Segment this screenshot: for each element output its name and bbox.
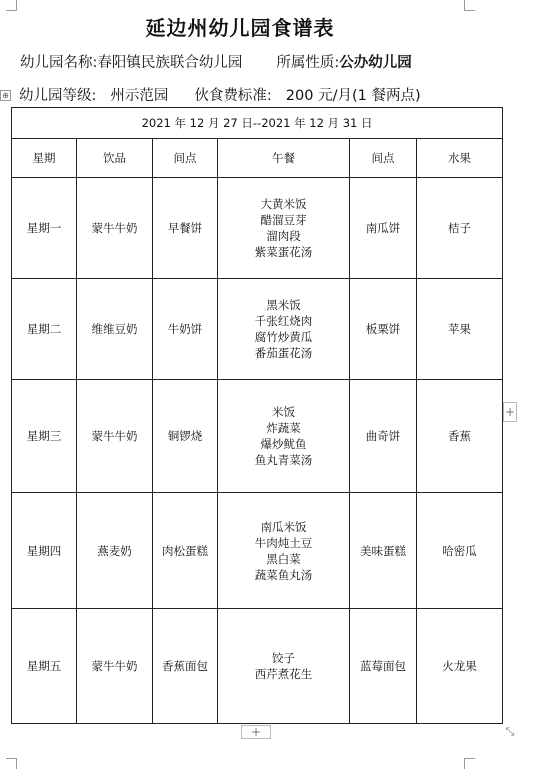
header-cell[interactable]: 午餐 — [218, 139, 350, 178]
fruit-cell[interactable]: 香蕉 — [417, 380, 503, 493]
page-corner-mark-top-right — [464, 0, 475, 11]
nature-label: 所属性质: — [276, 55, 340, 71]
fee-label: 伙食费标准: — [194, 88, 272, 104]
lunch-item: 溜肉段 — [266, 229, 301, 243]
drink-cell[interactable]: 维维豆奶 — [77, 279, 153, 380]
page-corner-mark-bottom-right — [464, 758, 475, 769]
lunch-cell[interactable] — [218, 178, 350, 279]
snack-cell[interactable]: 肉松蛋糕 — [153, 493, 218, 609]
lunch-item: 爆炒鱿鱼 — [260, 437, 307, 451]
fruit-cell[interactable]: 哈密瓜 — [417, 493, 503, 609]
table-row — [12, 279, 503, 380]
lunch-item: 番茄蛋花汤 — [254, 346, 313, 360]
date-range-cell[interactable]: 2021 年 12 月 27 日--2021 年 12 月 31 日 — [12, 108, 503, 139]
grade-value: 州示范园 — [110, 88, 169, 104]
lunch-cell[interactable] — [218, 493, 350, 609]
lunch-item: 饺子 — [272, 651, 295, 665]
lunch-item: 炸蔬菜 — [266, 421, 301, 435]
day-cell[interactable]: 星期二 — [12, 279, 77, 380]
page-corner-mark-top-left — [6, 0, 17, 11]
page-corner-mark-bottom-left — [6, 758, 17, 769]
table-move-handle-icon[interactable]: ⊕ — [0, 90, 11, 101]
table-row — [12, 380, 503, 493]
lunch-item: 南瓜米饭 — [260, 519, 307, 534]
lunch-item: 黑米饭 — [266, 298, 301, 312]
lunch-item: 蔬菜鱼丸汤 — [254, 567, 313, 582]
snack-cell[interactable]: 铜锣烧 — [153, 380, 218, 493]
date-row — [12, 108, 503, 139]
lunch-item: 鱼丸青菜汤 — [254, 453, 313, 467]
header-cell[interactable]: 水果 — [417, 139, 503, 178]
info-line-1 — [20, 51, 412, 72]
header-cell[interactable]: 饮品 — [77, 139, 153, 178]
fruit-cell[interactable]: 苹果 — [417, 279, 503, 380]
kindergarten-name-value: 春阳镇民族联合幼儿园 — [97, 55, 243, 71]
lunch-item: 醋溜豆芽 — [260, 213, 307, 227]
grade-label: 幼儿园等级: — [19, 88, 97, 104]
table-row — [12, 178, 503, 279]
lunch-cell[interactable] — [218, 279, 350, 380]
snack-cell[interactable]: 美味蛋糕 — [350, 493, 417, 609]
nature-value: 公办幼儿园 — [339, 55, 412, 71]
add-row-plus-icon[interactable]: + — [241, 725, 271, 739]
table-resize-handle-icon[interactable]: ⤡ — [505, 725, 515, 738]
snack-cell[interactable]: 南瓜饼 — [350, 178, 417, 279]
drink-cell[interactable]: 蒙牛牛奶 — [77, 178, 153, 279]
document-title: 延边州幼儿园食谱表 — [145, 16, 335, 40]
add-column-plus-icon[interactable]: + — [503, 402, 517, 422]
snack-cell[interactable]: 牛奶饼 — [153, 279, 218, 380]
info-line-2 — [19, 84, 421, 105]
lunch-item: 牛肉炖土豆 — [254, 535, 313, 550]
lunch-item: 腐竹炒黄瓜 — [254, 330, 313, 344]
snack-cell[interactable]: 香蕉面包 — [153, 609, 218, 724]
lunch-item: 黑白菜 — [266, 551, 301, 566]
lunch-item: 西芹煮花生 — [254, 667, 313, 681]
drink-cell[interactable]: 蒙牛牛奶 — [77, 380, 153, 493]
fruit-cell[interactable]: 火龙果 — [417, 609, 503, 724]
kindergarten-name-label: 幼儿园名称: — [20, 55, 98, 71]
header-cell[interactable]: 间点 — [153, 139, 218, 178]
header-cell[interactable]: 间点 — [350, 139, 417, 178]
snack-cell[interactable]: 板栗饼 — [350, 279, 417, 380]
day-cell[interactable]: 星期五 — [12, 609, 77, 724]
fruit-cell[interactable]: 桔子 — [417, 178, 503, 279]
snack-cell[interactable]: 蓝莓面包 — [350, 609, 417, 724]
header-row — [12, 139, 503, 178]
snack-cell[interactable]: 曲奇饼 — [350, 380, 417, 493]
fee-value: 200 元/月(1 餐两点) — [285, 88, 421, 104]
lunch-item: 米饭 — [272, 405, 295, 419]
lunch-cell[interactable] — [218, 609, 350, 724]
lunch-item: 大黄米饭 — [260, 197, 307, 211]
day-cell[interactable]: 星期一 — [12, 178, 77, 279]
lunch-item: 紫菜蛋花汤 — [254, 245, 313, 259]
header-cell[interactable]: 星期 — [12, 139, 77, 178]
drink-cell[interactable]: 燕麦奶 — [77, 493, 153, 609]
drink-cell[interactable]: 蒙牛牛奶 — [77, 609, 153, 724]
lunch-item: 千张红烧肉 — [254, 314, 313, 328]
day-cell[interactable]: 星期三 — [12, 380, 77, 493]
table-row — [12, 609, 503, 724]
day-cell[interactable]: 星期四 — [12, 493, 77, 609]
lunch-cell[interactable] — [218, 380, 350, 493]
table-row — [12, 493, 503, 609]
snack-cell[interactable]: 早餐饼 — [153, 178, 218, 279]
menu-table — [11, 107, 503, 724]
